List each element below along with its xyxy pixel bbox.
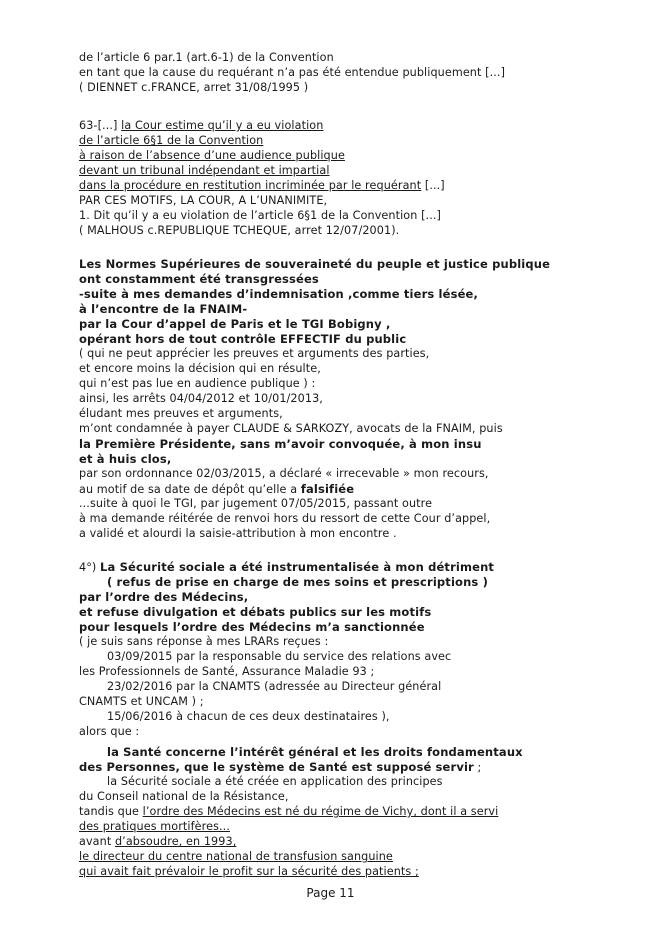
text-line — [79, 865, 419, 879]
text-line: éludant mes preuves et arguments, — [79, 407, 283, 420]
text-span: 63-[...] — [79, 119, 122, 132]
text-line: la Sécurité sociale a été créée en application des principes — [107, 775, 443, 788]
bold-line: ( refus de prise en charge de mes soins et prescriptions ) — [107, 575, 488, 589]
text-line: 03/09/2015 par la responsable du service des relations avec — [107, 650, 452, 663]
text-span: au motif de sa date de dépôt qu’elle a — [79, 483, 301, 496]
text-line: CNAMTS et UNCAM ) ; — [79, 695, 204, 708]
bold-line: et à huis clos, — [79, 452, 172, 466]
text-span: avant — [79, 835, 115, 848]
text-span: [...] — [421, 179, 445, 192]
underlined-text: le directeur du centre national de transfusion sanguine — [79, 850, 393, 863]
text-line: qui n’est pas lue en audience publique ) : — [79, 377, 316, 390]
text-span: tandis que — [79, 805, 143, 818]
underlined-text: l’ordre des Médecins est né du régime de Vichy, dont il a servi — [142, 805, 499, 818]
bold-text: La Sécurité sociale a été instrumentalisée à mon détriment — [100, 560, 495, 574]
text-line — [79, 835, 236, 849]
text-line — [79, 119, 323, 133]
bold-line: la Santé concerne l’intérêt général et les droits fondamentaux — [107, 745, 523, 759]
text-line: m’ont condamnée à payer CLAUDE & SARKOZY, avocats de la FNAIM, puis — [79, 422, 503, 435]
underlined-text: à raison de l’absence d’une audience publique — [79, 149, 345, 162]
text-line: ( je suis sans réponse à mes LRARs reçues : — [79, 635, 329, 648]
text-line: PAR CES MOTIFS, LA COUR, A L’UNANIMITE, — [79, 194, 328, 207]
text-line — [79, 850, 393, 864]
underlined-text: la Cour estime qu’il y a eu violation — [121, 119, 324, 132]
section-number: 4°) — [79, 561, 101, 574]
page-number: Page 11 — [306, 886, 355, 900]
bold-line: pour lesquels l’ordre des Médecins m’a sanctionnée — [79, 620, 425, 634]
bold-line: par l’ordre des Médecins, — [79, 590, 249, 604]
bold-line: la Première Présidente, sans m’avoir convoquée, à mon insu — [79, 437, 482, 451]
underlined-text: dans la procédure en restitution incriminée par le requérant — [79, 179, 422, 192]
text-line — [79, 760, 481, 775]
text-span: ; — [473, 761, 482, 774]
text-line — [79, 805, 498, 819]
bold-line: ont constamment été transgressées — [79, 272, 319, 286]
bold-line: Les Normes Supérieures de souveraineté du peuple et justice publique — [79, 257, 551, 271]
text-line: et encore moins la décision qui en résulte, — [79, 362, 321, 375]
text-line: en tant que la cause du requérant n’a pas été entendue publiquement [...] — [79, 66, 506, 79]
bold-text: des Personnes, que le système de Santé est supposé servir — [79, 760, 474, 774]
text-line: ( qui ne peut apprécier les preuves et arguments des parties, — [79, 347, 430, 360]
text-line: ( MALHOUS c.REPUBLIQUE TCHEQUE, arret 12/07/2001). — [79, 224, 400, 237]
underlined-text: des pratiques mortifères... — [79, 820, 230, 833]
text-line: 23/02/2016 par la CNAMTS (adressée au Directeur général — [107, 680, 442, 693]
bold-line: par la Cour d’appel de Paris et le TGI Bobigny , — [79, 317, 391, 331]
text-line: ainsi, les arrêts 04/04/2012 et 10/01/2013, — [79, 392, 323, 405]
bold-line: à l’encontre de la FNAIM- — [79, 302, 248, 316]
text-line: les Professionnels de Santé, Assurance Maladie 93 ; — [79, 665, 375, 678]
text-line: ( DIENNET c.FRANCE, arret 31/08/1995 ) — [79, 81, 309, 94]
bold-line: et refuse divulgation et débats publics sur les motifs — [79, 605, 432, 619]
text-line: 15/06/2016 à chacun de ces deux destinataires ), — [107, 710, 390, 723]
underlined-text: qui avait fait prévaloir le profit sur la sécurité des patients ; — [79, 865, 419, 878]
text-line: à ma demande réitérée de renvoi hors du ressort de cette Cour d’appel, — [79, 512, 491, 525]
underlined-text: devant un tribunal indépendant et impartial — [79, 164, 330, 177]
text-line — [79, 482, 354, 497]
text-line: alors que : — [79, 725, 140, 738]
text-line: ...suite à quoi le TGI, par jugement 07/05/2015, passant outre — [79, 497, 433, 510]
underlined-text: d’absoudre, en 1993, — [114, 835, 237, 848]
bold-line: -suite à mes demandes d’indemnisation ,comme tiers lésée, — [79, 287, 479, 301]
text-line: du Conseil national de la Résistance, — [79, 790, 289, 803]
text-line — [79, 820, 230, 834]
underlined-text: de l’article 6§1 de la Convention — [79, 134, 264, 147]
text-line — [79, 134, 263, 148]
bold-line: opérant hors de tout contrôle EFFECTIF du public — [79, 332, 407, 346]
text-line: 1. Dit qu’il y a eu violation de l’article 6§1 de la Convention [...] — [79, 209, 441, 222]
text-line: par son ordonnance 02/03/2015, a déclaré « irrecevable » mon recours, — [79, 467, 489, 480]
text-line: de l’article 6 par.1 (art.6-1) de la Convention — [79, 51, 334, 64]
bold-text: falsifiée — [300, 482, 355, 496]
text-line — [79, 149, 345, 163]
section-heading — [79, 560, 494, 575]
text-line: a validé et alourdi la saisie-attribution à mon encontre . — [79, 527, 397, 540]
text-line — [79, 164, 330, 178]
text-line — [79, 179, 445, 193]
